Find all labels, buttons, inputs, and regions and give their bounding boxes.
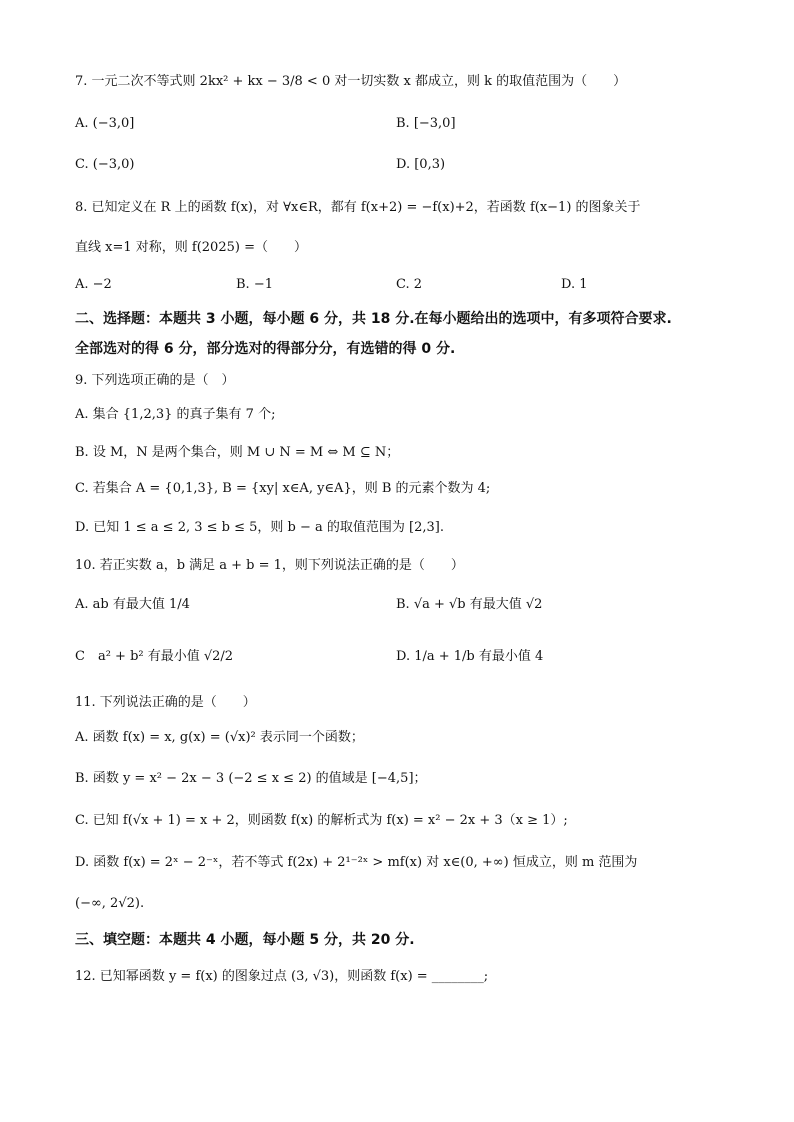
q8-option-c: C. 2 — [396, 277, 423, 292]
q10-option-a: A. ab 有最大值 1/4 — [75, 597, 190, 612]
q7-option-a: A. (−3,0] — [75, 116, 135, 131]
q7-option-d: D. [0,3) — [396, 157, 446, 172]
q8-option-d: D. 1 — [561, 277, 588, 292]
q9-stem: 9. 下列选项正确的是（ ） — [75, 373, 235, 388]
q8-option-a: A. −2 — [75, 277, 112, 292]
q9-option-d: D. 已知 1 ≤ a ≤ 2, 3 ≤ b ≤ 5，则 b − a 的取值范围为 [2,3]. — [75, 520, 444, 535]
q9-option-a: A. 集合 {1,2,3} 的真子集有 7 个; — [75, 407, 276, 422]
section2-heading-line2: 全部选对的得 6 分，部分选对的得部分分，有选错的得 0 分. — [75, 341, 456, 357]
q10-stem: 10. 若正实数 a，b 满足 a + b = 1，则下列说法正确的是（ ） — [75, 558, 464, 573]
q11-option-b: B. 函数 y = x² − 2x − 3 (−2 ≤ x ≤ 2) 的值域是 [−4,5]； — [75, 771, 427, 786]
q8-option-b: B. −1 — [236, 277, 273, 292]
q11-option-d-line1: D. 函数 f(x) = 2ˣ − 2⁻ˣ，若不等式 f(2x) + 2¹⁻²ˣ > mf(x) 对 x∈(0, +∞) 恒成立，则 m 范围为 — [75, 855, 638, 870]
q10-option-b: B. √a + √b 有最大值 √2 — [396, 597, 543, 612]
q11-option-d-line2: (−∞, 2√2). — [75, 896, 145, 911]
q9-option-c: C. 若集合 A = {0,1,3}, B = {xy| x∈A, y∈A}，则 B 的元素个数为 4; — [75, 481, 491, 496]
q7-option-c: C. (−3,0) — [75, 157, 135, 172]
q8-stem-line2: 直线 x=1 对称，则 f(2025) =（ ） — [75, 240, 307, 255]
q12-stem: 12. 已知幂函数 y = f(x) 的图象过点 (3, √3)，则函数 f(x) = ________; — [75, 969, 489, 984]
q10-option-d: D. 1/a + 1/b 有最小值 4 — [396, 649, 544, 664]
q11-option-a: A. 函数 f(x) = x, g(x) = (√x)² 表示同一个函数； — [75, 730, 364, 745]
section2-heading-line1: 二、选择题：本题共 3 小题，每小题 6 分，共 18 分.在每小题给出的选项中，有多项符合要求. — [75, 311, 672, 327]
q7-option-b: B. [−3,0] — [396, 116, 456, 131]
q11-stem: 11. 下列说法正确的是（ ） — [75, 695, 256, 710]
q8-stem-line1: 8. 已知定义在 R 上的函数 f(x)，对 ∀x∈R，都有 f(x+2) = −f(x)+2，若函数 f(x−1) 的图象关于 — [75, 200, 641, 215]
section3-heading: 三、填空题：本题共 4 小题，每小题 5 分，共 20 分. — [75, 932, 415, 948]
q11-option-c: C. 已知 f(√x + 1) = x + 2，则函数 f(x) 的解析式为 f(x) = x² − 2x + 3（x ≥ 1）; — [75, 813, 568, 828]
q10-option-c: C a² + b² 有最小值 √2/2 — [75, 649, 234, 664]
q9-option-b: B. 设 M，N 是两个集合，则 M ∪ N = M ⇔ M ⊆ N； — [75, 445, 400, 460]
q7-stem: 7. 一元二次不等式则 2kx² + kx − 3/8 < 0 对一切实数 x 都成立，则 k 的取值范围为（ ） — [75, 74, 627, 89]
